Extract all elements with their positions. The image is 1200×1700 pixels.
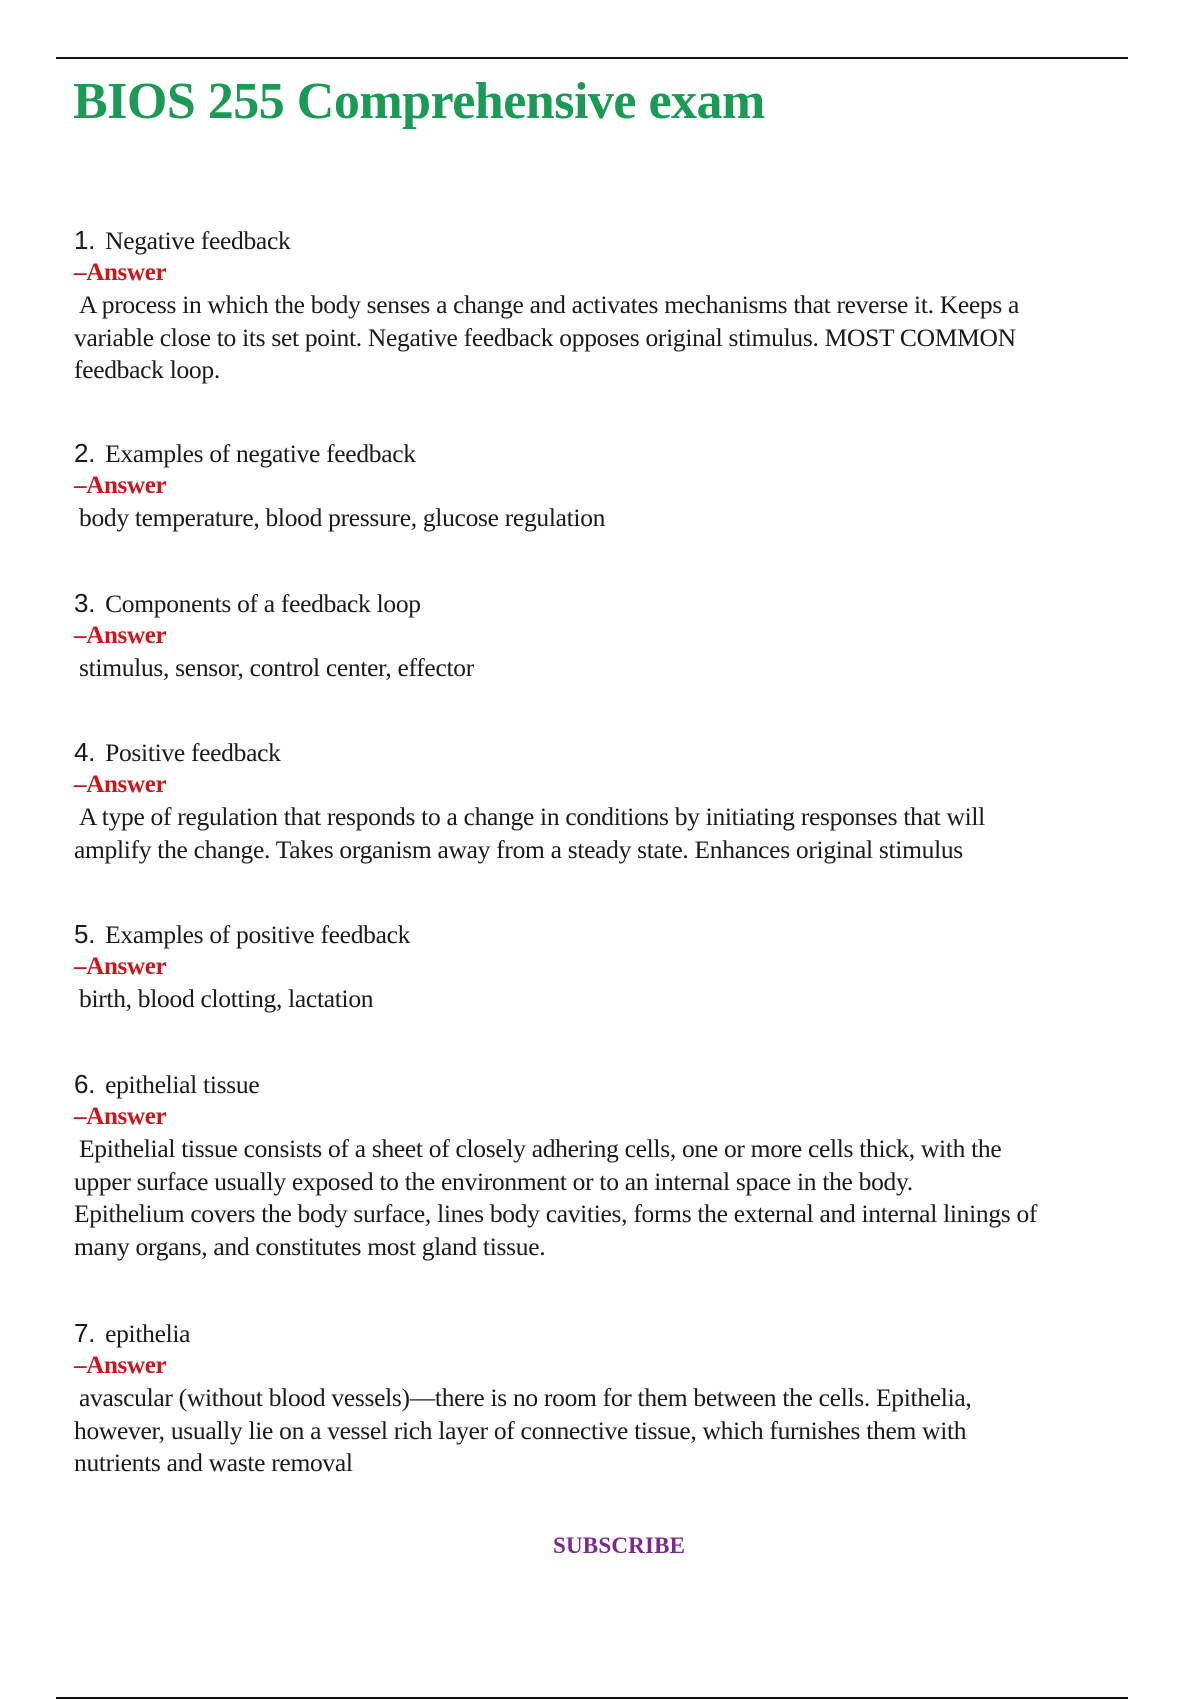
answer-label: –Answer (74, 770, 167, 798)
question-number: 3. (74, 588, 96, 618)
answer-text-line: Epithelium covers the body surface, lines body cavities, forms the external and internal linings of (74, 1199, 1038, 1228)
answer-text-line: many organs, and constitutes most gland tissue. (74, 1231, 546, 1261)
question-text: Positive feedback (105, 738, 281, 767)
question (74, 437, 1154, 470)
question-number: 6. (74, 1069, 96, 1099)
question (74, 1068, 1154, 1101)
qa-item (74, 918, 1154, 1016)
top-divider (56, 57, 1128, 59)
qa-item (74, 1068, 1154, 1263)
question-number: 4. (74, 737, 96, 767)
answer-label: –Answer (74, 258, 167, 286)
answer-text-line: nutrients and waste removal (74, 1448, 353, 1477)
qa-item (74, 1317, 1154, 1480)
bottom-divider (56, 1697, 1128, 1699)
answer-label: –Answer (74, 621, 167, 649)
answer-text-line: body temperature, blood pressure, glucose regulation (79, 503, 606, 532)
answer-text-line: variable close to its set point. Negative feedback opposes original stimulus. MOST COMMON (74, 322, 1016, 352)
page-title: BIOS 255 Comprehensive exam (73, 73, 765, 130)
question-number: 5. (74, 919, 96, 949)
answer-text-line: avascular (without blood vessels)—there is no room for them between the cells. Epithelia, (79, 1383, 972, 1412)
qa-item (74, 736, 1154, 866)
answer-text-line: however, usually lie on a vessel rich layer of connective tissue, which furnishes them with (74, 1415, 967, 1445)
question-text: Negative feedback (105, 226, 291, 255)
answer-text-line: upper surface usually exposed to the environment or to an internal space in the body. (74, 1166, 913, 1196)
question-number: 7. (74, 1318, 96, 1348)
answer-text-line: feedback loop. (74, 355, 220, 384)
answer-text-line: A process in which the body senses a change and activates mechanisms that reverse it. Keeps a (79, 290, 1020, 319)
question (74, 918, 1154, 951)
answer-text-line: stimulus, sensor, control center, effector (79, 653, 474, 682)
question (74, 1317, 1154, 1350)
question (74, 736, 1154, 769)
question-text: epithelia (105, 1319, 191, 1348)
answer-text-line: amplify the change. Takes organism away from a steady state. Enhances original stimulus (74, 834, 963, 864)
question-text: Components of a feedback loop (105, 589, 421, 618)
question-number: 2. (74, 438, 96, 468)
question (74, 224, 1154, 257)
question-text: Examples of positive feedback (105, 920, 411, 949)
answer-label: –Answer (74, 1102, 167, 1130)
question (74, 587, 1154, 620)
answer-text-line: A type of regulation that responds to a change in conditions by initiating responses that will (79, 802, 985, 831)
answer-text-line: birth, blood clotting, lactation (79, 984, 374, 1013)
answer-text-line: Epithelial tissue consists of a sheet of closely adhering cells, one or more cells thick, with the (79, 1134, 1002, 1163)
question-text: Examples of negative feedback (105, 439, 416, 468)
qa-item (74, 437, 1154, 535)
answer-label: –Answer (74, 952, 167, 980)
answer-label: –Answer (74, 1351, 167, 1379)
qa-item (74, 587, 1154, 685)
question-text: epithelial tissue (105, 1070, 260, 1099)
qa-item (74, 224, 1154, 387)
subscribe-link[interactable]: SUBSCRIBE (553, 1533, 686, 1558)
answer-label: –Answer (74, 471, 167, 499)
question-number: 1. (74, 225, 96, 255)
